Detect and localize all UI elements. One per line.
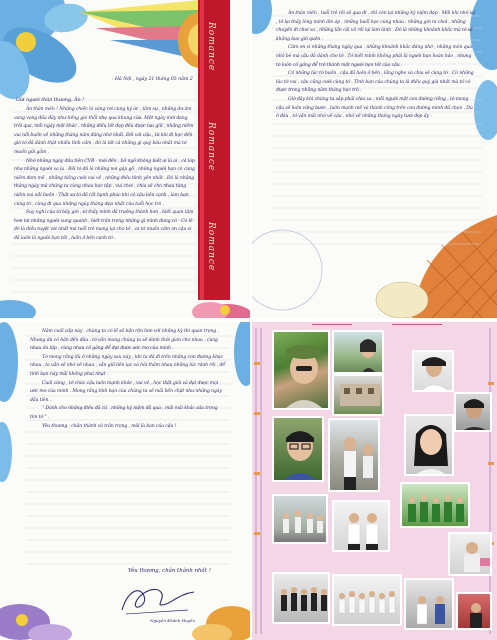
page1-greeting: Gửi người thân thương, Ân ! — [16, 97, 85, 103]
photo-street — [272, 572, 330, 624]
page3-paragraph: Cuối cùng , tớ chúc cậu luôn mạnh khỏe , vui vẻ , học thật giỏi và đạt được mọi ước mơ của mình . Mong rằng tình bạn của chúng ta sẽ mãi bền chặt như những ngày đầu tiên . — [30, 380, 222, 403]
page1-paragraph: Suy nghĩ của tớ bây giờ , tớ thấy mình đã trưởng thành hơn , biết quan tâm hơn tới những người xung quanh , biết trân trọng những gì mình đang có - Có lẽ đó là điều tuyệt vời nhất mà tuổi trẻ mang lại cho tớ , và tớ muốn cảm ơn cậu vì đã luôn là người bạn tốt , luôn ở bên cạnh tớ . — [14, 210, 194, 241]
page1-paragraph: Ân thân mến ! Những chiếc lá vàng rơi cùng ký ức , tâm sự , những dư âm vang vọng đâu đây như tiếng gió thổi nhẹ qua khung cửa. Một ngày mới đang trôi qua, mỗi ngày một khác , những điều tốt đẹp đều được lưu giữ , những niềm vui nỗi buồn về những tháng năm đáng nhớ nhất. Đối với cậu , từ khi đi học đến giờ tớ đã dành thật nhiều tình cảm , đó là tất cả những gì quý báu nhất mà tớ muốn gửi gắm . — [14, 107, 194, 155]
checkered-flower-icon — [376, 215, 497, 318]
letter-page-1 — [0, 0, 250, 318]
letter-page-3 — [0, 322, 250, 640]
page3-paragraph: Năm cuối cấp này , chúng ta có lẽ sẽ bận rộn hơn với những kỳ thi quan trọng . Nhưng dù có bận đến đâu , tớ vẫn mong chúng ta sẽ dành thời gian cho nhau , cùng nhau ôn tập , cùng nhau cố gắng để đạt được ước mơ của mình . — [30, 329, 219, 352]
banner-label-3: Romance — [206, 222, 216, 272]
letter-page-2 — [252, 0, 497, 318]
photo-building — [332, 374, 384, 416]
page3-paragraph: Yêu thương , chân thành và trân trọng , mãi là bạn của cậu ! — [42, 423, 177, 429]
photo-walkway — [328, 418, 380, 492]
photo-boy-lying — [412, 350, 454, 392]
page2-paragraph: Cảm ơn vì những tháng ngày qua , những khoảnh khắc đáng nhớ , những món quà nhỏ bé mà cậu đã dành cho tớ . Tớ biết mình không phải là người bạn hoàn hảo , nhưng tớ luôn cố gắng để trở thành một người bạn tốt của cậu . — [276, 45, 473, 68]
page3-body — [30, 328, 226, 431]
page2-paragraph: Ân thân mến , tuổi trẻ rồi sẽ qua đi , chỉ còn lại những kỷ niệm đẹp . Mỗi khi nhớ lại , tớ lại thấy lòng mình ấm áp , những buổi học cùng nhau , những giờ ra chơi , những chuyến đi chơi xa , những lần cãi vã rồi lại làm lành . Đó là những khoảnh khắc mà tớ sẽ không bao giờ quên . — [276, 11, 476, 42]
page1-dateline: · Hà Nội , ngày 21 tháng 05 năm 2 — [112, 77, 193, 82]
purple-flower-icon — [0, 604, 72, 640]
photo-group-green — [400, 482, 470, 528]
photo-boy-hat — [272, 330, 330, 410]
photo-girl-portrait — [404, 414, 454, 476]
banner-label-1: Romance — [206, 22, 216, 72]
photo-group-outdoor-1 — [272, 494, 328, 544]
signature-caption: Nguyễn Khánh Huyền — [150, 618, 195, 623]
photo-red-frame — [456, 592, 492, 630]
page2-body — [276, 10, 476, 122]
blue-flower-icon — [0, 0, 90, 105]
photo-collage — [252, 322, 497, 640]
photo-boy-glasses — [272, 416, 324, 482]
photo-two-students — [332, 500, 390, 552]
page3-closing: Yêu thương, chân thành nhất ! — [128, 568, 211, 574]
page2-paragraph: Có những lúc tớ buồn , cậu đã luôn ở bên , lắng nghe và chia sẻ cùng tớ . Có những lúc tớ vui , cậu cũng cười cùng tớ . Tình bạn của chúng ta là điều quý giá nhất mà tớ có được trong những năm tháng học trò . — [276, 71, 474, 94]
photo-girls-outdoor — [332, 330, 384, 374]
page1-body — [14, 106, 196, 244]
photo-class-group — [332, 574, 402, 626]
page3-paragraph: Tớ mong rằng dù ở những ngày sau này , khi ta đã đi trên những con đường khác nhau , ta vẫn sẽ nhớ về nhau , vẫn giữ liên lạc và hỏi thăm nhau những lúc rảnh rỗi , để tình bạn này mãi không phai nhạt . — [30, 354, 226, 377]
page2-paragraph: Giờ đây khi chúng ta sắp phải chia xa , mỗi người một con đường riêng , tớ mong cậu sẽ luôn vững bước , luôn mạnh mẽ và thành công trên con đường mình đã chọn . Dù ở đâu , tớ vẫn mãi nhớ về cậu , nhớ về những tháng ngày tươi đẹp ấy . — [276, 96, 473, 120]
orange-flower-icon — [192, 606, 250, 640]
signature-icon — [118, 580, 198, 620]
page1-paragraph: Nhớ những ngày đầu tiên CVB - mới đến , bỡ ngỡ không biết ai là ai , cả lớp như những người xa lạ . Rồi tớ đã là những nơi gặp gỡ , những người bạn có cùng niềm đam mê , những tiếng cười vui vẻ , những điều bình yên nhất . Đó là những tháng ngày mà chúng ta cùng nhau học tập , vui chơi , chia sẻ cho nhau từng niềm vui nỗi buồn - Thật sự tớ đã rất hạnh phúc khi có cậu bên cạnh , làm bạn cùng tớ , cùng đi qua những ngày tháng đẹp nhất của tuổi học trò . — [14, 158, 195, 207]
banner-label-2: Romance — [206, 122, 216, 172]
page3-paragraph: " Dành cho những điều đã cũ , những kỷ niệm đã qua , mãi mãi khắc sâu trong tim tớ " . — [30, 406, 218, 420]
pink-flower-icon — [192, 302, 250, 318]
photo-hallway — [404, 578, 454, 630]
photo-pink-card — [448, 532, 492, 576]
photo-sleepy-friend — [454, 392, 492, 432]
